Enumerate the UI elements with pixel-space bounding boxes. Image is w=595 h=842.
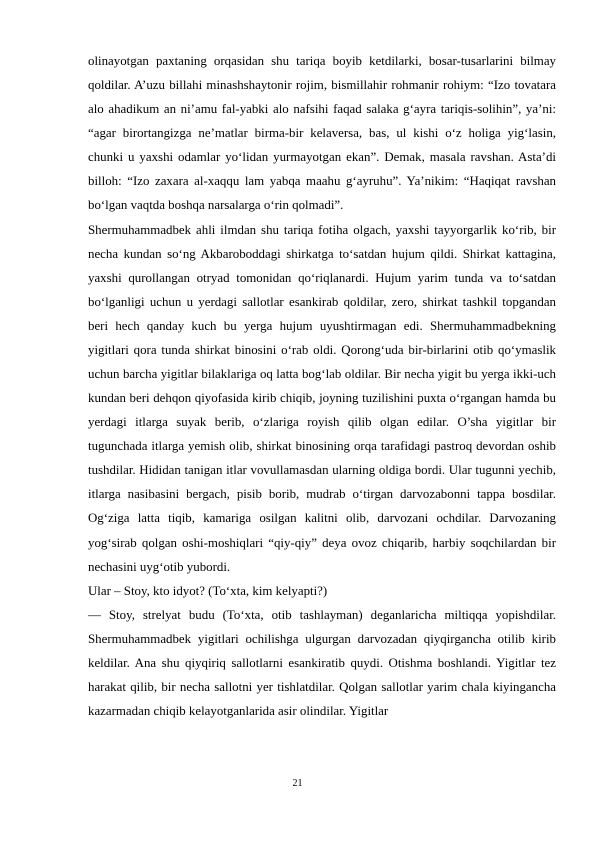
paragraph-1: olinayotgan paxtaning orqasidan shu tariqa boyib ketdilarki, bosar-tusarlarini bilmay qoldilar. A’uzu billahi minashshaytonir rojim, bismillahir rohmanir rohiym: “Izo tovatara alo ahadikum an ni’amu fal-yabki alo nafsihi faqad salaka g‘ayra tariqis-solihin”, ya’ni: “agar birortangizga ne’matlar birma-bir kelaversa, bas, ul kishi o‘z holiga yig‘lasin, chunki u yaxshi odamlar yo‘lidan yurmayotgan ekan”. Demak, masala ravshan. Asta’di billoh: “Izo zaxara al-xaqqu lam yabqa maahu g‘ayruhu”. Ya’nikim: “Haqiqat ravshan bo‘lgan vaqtda boshqa narsalarga o‘rin qolmadi”. xyxy=(88,54,556,213)
paragraph-4: — Stoy, strelyat budu (To‘xta, otib tashlayman) deganlaricha miltiqqa yopishdilar. Shermuhammadbek yigitlari ochilishga ulgurgan darvozadan qiyqirgancha otilib kirib keldilar. Ana shu qiyqiriq sallotlarni esankiratib quydi. Otishma boshlandi. Yigitlar tez harakat qilib, bir necha sallotni yer tishlatdilar. Qolgan sallotlar yarim chala kiyingancha kazarmadan chiqib kelayotganlarida asir olindilar. Yigitlar xyxy=(88,607,556,719)
body-text xyxy=(88,49,556,723)
paragraph-2: Shermuhammadbek ahli ilmdan shu tariqa fotiha olgach, yaxshi tayyorgarlik ko‘rib, bir necha kundan so‘ng Akbaroboddagi shirkatga to‘satdan hujum qildi. Shirkat kattagina, yaxshi qurollangan otryad tomonidan qo‘riqlanardi. Hujum yarim tunda va to‘satdan bo‘lganligi uchun u yerdagi sallotlar esankirab qoldilar, zero, shirkat tashkil topgandan beri hech qanday kuch bu yerga hujum uyushtirmagan edi. Shermuhammadbekning yigitlari qora tunda shirkat binosini o‘rab oldi. Qorong‘uda bir-birlarini otib qo‘ymaslik uchun barcha yigitlar bilaklariga oq latta bog‘lab oldilar. Bir necha yigit bu yerga ikki-uch kundan beri dehqon qiyofasida kirib chiqib, joyning tuzilishini puxta o‘rgangan hamda bu yerdagi itlarga suyak berib, o‘zlariga royish qilib olgan edilar. O’sha yigitlar bir tugunchada itlarga yemish olib, shirkat binosining orqa tarafidagi pastroq devordan oshib tushdilar. Hididan tanigan itlar vovullamasdan ularning oldiga bordi. Ular tugunni yechib, itlarga nasibasini bergach, pisib borib, mudrab o‘tirgan darvozabonni tappa bosdilar. Og‘ziga latta tiqib, kamariga osilgan kalitni olib, darvozani ochdilar. Darvozaning yog‘sirab qolgan oshi-moshiqlari “qiy-qiy” deya ovoz chiqarib, harbiy soqchilardan bir nechasini uyg‘otib yubordi. xyxy=(88,222,556,574)
paragraph-3: Ular – Stoy, kto idyot? (To‘xta, kim kelyapti?) xyxy=(88,583,328,598)
page-number: 21 xyxy=(292,778,303,789)
